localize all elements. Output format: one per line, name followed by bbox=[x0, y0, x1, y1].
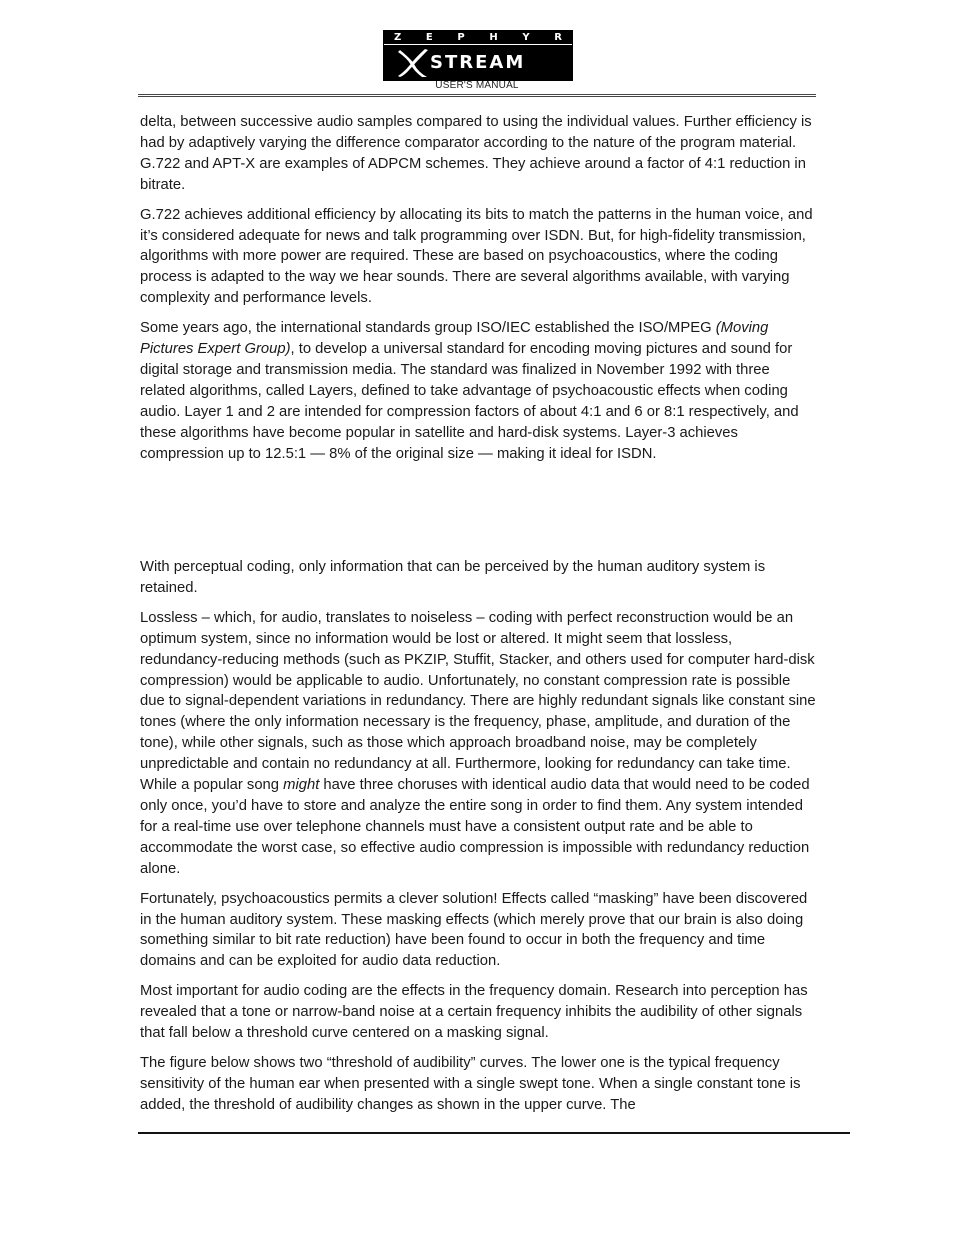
paragraph: delta, between successive audio samples compared to using the individual values. Further efficiency is had by adaptively varying the difference comparator according to the nature of the program material. G.722 and APT-X are examples of ADPCM schemes. They achieve around a factor of 4:1 reduction in bitrate. bbox=[140, 114, 812, 193]
text-run: , to develop a universal standard for encoding moving pictures and sound for digital storage and transmission media. The standard was finalized in November 1992 with three related algorithms, called Layers, defined to take advantage of psychoacoustic effects when coding audio. Layer 1 and 2 are intended for compression factors of about 4:1 and 6 or 8:1 respectively, and these algorithms have become popular in satellite and hard-disk systems. Layer-3 achieves compression up to 12.5:1 — 8% of the original size — making it ideal for ISDN. bbox=[140, 341, 799, 462]
footer-rule bbox=[138, 1132, 850, 1134]
paragraph bbox=[140, 318, 816, 464]
text-run: have three choruses with identical audio data that would need to be coded only once, you’d have to store and analyze the entire song in order to find them. Any system intended for a real-time use over telephone channels must have a consistent output rate and be able to accommodate the worst case, so effective audio compression is impossible with redundancy reduction alone. bbox=[140, 777, 810, 877]
paragraph: Most important for audio coding are the effects in the frequency domain. Research into perception has revealed that a tone or narrow-band noise at a certain frequency inhibits the audibility of other signals that fall below a threshold curve centered on a masking signal. bbox=[140, 983, 808, 1042]
paragraph: With perceptual coding, only information that can be perceived by the human auditory system is retained. bbox=[140, 559, 766, 596]
logo-letter: H bbox=[489, 32, 498, 43]
logo-letter: Z bbox=[394, 32, 402, 43]
text-run: Some years ago, the international standards group ISO/IEC established the ISO/MPEG bbox=[140, 320, 716, 337]
section-1 bbox=[140, 112, 816, 474]
logo-letter: Y bbox=[522, 32, 530, 43]
header-rule bbox=[138, 94, 816, 97]
paragraph: Fortunately, psychoacoustics permits a clever solution! Effects called “masking” have been discovered in the human auditory system. These masking effects (which merely prove that our brain is also doing something similar to bit rate reduction) have been found to occur in both the frequency and time domains and can be exploited for audio data reduction. bbox=[140, 890, 808, 970]
italic-run: (Moving Pictures Expert Group) bbox=[140, 320, 769, 358]
logo-letter: R bbox=[554, 32, 562, 43]
logo-x-mark bbox=[398, 46, 428, 79]
paragraph bbox=[140, 608, 816, 880]
italic-run: might bbox=[283, 777, 320, 794]
zephyr-xstream-logo bbox=[383, 30, 573, 81]
paragraph: The figure below shows two “threshold of audibility” curves. The lower one is the typical frequency sensitivity of the human ear when presented with a single swept tone. When a single constant tone is added, the threshold of audibility changes as shown in the upper curve. The bbox=[140, 1054, 801, 1113]
logo-letter: E bbox=[425, 32, 433, 43]
text-run: Lossless – which, for audio, translates to noiseless – coding with perfect reconstruction would be an optimum system, since no information would be lost or altered. It might seem that lossless, redundancy-reducing methods (such as PKZIP, Stuffit, Stacker, and others used for computer hard-disk compression) would be applicable to audio. Unfortunately, no constant compression rate is possible due to signal-dependent variations in redundancy. There are highly redundant signals like constant sine tones (where the only information necessary is the frequency, phase, amplitude, and duration of the tone), while other signals, such as those which approach broadband noise, may be completely unpredictable and contain no redundancy at all. Furthermore, looking for redundancy can take time. While a popular song bbox=[140, 609, 816, 794]
logo-word: STREAM bbox=[430, 52, 526, 73]
logo-letter: P bbox=[457, 32, 465, 43]
logo-letter-row bbox=[384, 31, 572, 45]
section-2 bbox=[140, 557, 816, 1125]
paragraph: G.722 achieves additional efficiency by allocating its bits to match the patterns in the human voice, and it’s considered adequate for news and talk programming over ISDN. But, for high-fidelity transmission, algorithms with more power are required. These are based on psychoacoustics, where the coding process is adapted to the way we hear sounds. There are several algorithms available, with varying complexity and performance levels. bbox=[140, 206, 813, 307]
header-subtitle: USER'S MANUAL bbox=[435, 80, 519, 91]
